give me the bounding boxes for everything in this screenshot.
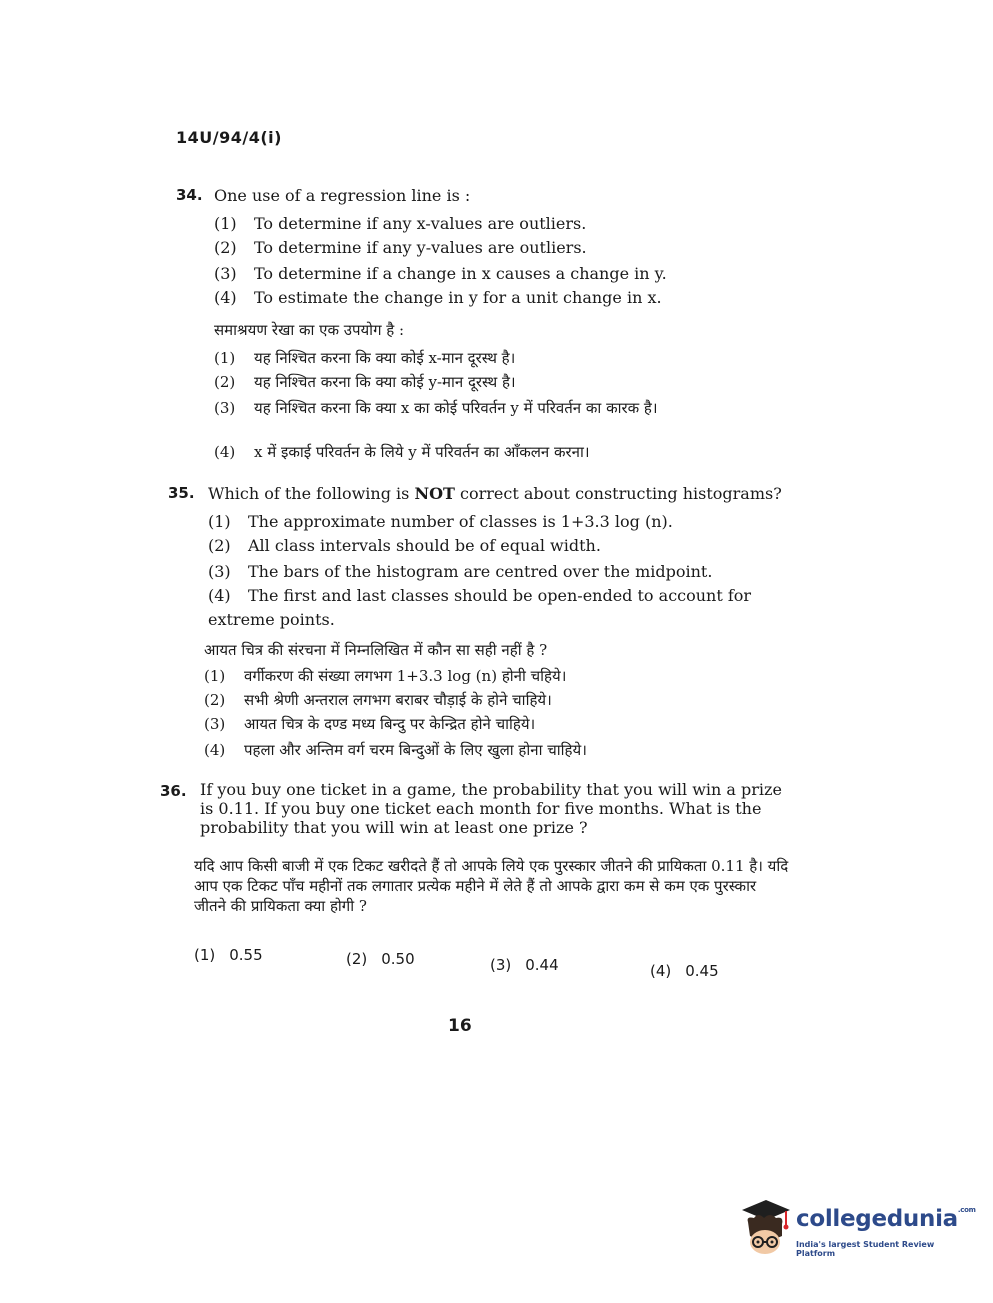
- option-text: To estimate the change in y for a unit change in x.: [254, 288, 662, 307]
- option-hi-4: [214, 440, 590, 464]
- question-stem-en: If you buy one ticket in a game, the probability that you will win a prize is 0.11. If you buy one ticket each month for five months. What is the probability that you will win at least one prize ?: [200, 780, 782, 837]
- option-hi-4: [204, 738, 587, 762]
- stem-emphasis: NOT: [414, 484, 455, 503]
- option-hi-1: [214, 346, 515, 370]
- option-hi-1: [204, 664, 566, 688]
- option-text: आयत चित्र के दण्ड मध्य बिन्दु पर केन्द्रित होने चाहिये।: [244, 715, 536, 733]
- question-stem-hi: समाश्रयण रेखा का एक उपयोग है :: [214, 321, 405, 339]
- choice-4: [650, 962, 719, 980]
- option-number: (4): [208, 586, 231, 605]
- choice-number: (2): [346, 950, 368, 968]
- option-hi-3: [204, 712, 535, 736]
- option-en-3: [208, 560, 712, 584]
- option-text: The approximate number of classes is 1+3.3 log (n).: [248, 512, 673, 531]
- option-number: (4): [214, 443, 236, 461]
- page-number: 16: [448, 1016, 472, 1036]
- choice-number: (1): [194, 946, 216, 964]
- choice-text: 0.44: [525, 956, 559, 974]
- option-text: To determine if a change in x causes a change in y.: [254, 264, 667, 283]
- option-text: The first and last classes should be open-ended to account for extreme points.: [208, 586, 752, 629]
- option-en-2: [214, 236, 587, 260]
- question-stem-hi: आयत चित्र की संरचना में निम्नलिखित में कौन सा सही नहीं है ?: [204, 641, 548, 659]
- option-number: (4): [214, 288, 237, 307]
- choice-text: 0.45: [685, 962, 719, 980]
- choice-number: (4): [650, 962, 672, 980]
- option-text: The bars of the histogram are centred over the midpoint.: [248, 562, 713, 581]
- option-hi-2: [204, 688, 552, 712]
- option-number: (3): [214, 264, 237, 283]
- question-stem-en: One use of a regression line is :: [214, 186, 471, 205]
- option-en-1: [208, 510, 673, 534]
- option-number: (2): [214, 373, 236, 391]
- option-en-3: [214, 262, 667, 286]
- option-en-4: [208, 584, 798, 632]
- option-text: यह निश्चित करना कि क्या कोई y-मान दूरस्थ है।: [254, 373, 516, 391]
- option-en-4: [214, 286, 662, 310]
- option-en-1: [214, 212, 586, 236]
- option-text: यह निश्चित करना कि क्या कोई x-मान दूरस्थ है।: [254, 349, 516, 367]
- choice-3: [490, 956, 559, 974]
- choice-text: 0.55: [229, 946, 263, 964]
- question-stem-hi: यदि आप किसी बाजी में एक टिकट खरीदते हैं तो आपके लिये एक पुरस्कार जीतने की प्रायिकता 0.11 है। यदि आप एक टिकट पाँच महीनों तक लगातार प्रत्येक महीने में लेते हैं तो आपके द्वारा कम से कम एक पुरस्कार जीतने की प्रायिकता क्या होगी ?: [194, 857, 789, 915]
- choice-number: (3): [490, 956, 512, 974]
- option-en-2: [208, 534, 601, 558]
- option-text: पहला और अन्तिम वर्ग चरम बिन्दुओं के लिए खुला होना चाहिये।: [244, 741, 587, 759]
- option-number: (2): [204, 691, 226, 709]
- option-number: (2): [208, 536, 231, 555]
- collegedunia-logo: [736, 1196, 976, 1266]
- choice-2: [346, 950, 415, 968]
- logo-suffix: .com: [957, 1206, 976, 1214]
- option-text: To determine if any y-values are outliers.: [254, 238, 587, 257]
- option-hi-3: [214, 396, 794, 420]
- option-number: (1): [214, 214, 237, 233]
- choice-1: [194, 946, 263, 964]
- stem-text: Which of the following is: [208, 484, 415, 503]
- option-number: (2): [214, 238, 237, 257]
- option-hi-2: [214, 370, 516, 394]
- option-text: सभी श्रेणी अन्तराल लगभग बराबर चौड़ाई के होने चाहिये।: [244, 691, 552, 709]
- option-text: यह निश्चित करना कि क्या x का कोई परिवर्तन y में परिवर्तन का कारक है।: [254, 399, 658, 417]
- option-number: (1): [214, 349, 236, 367]
- option-text: All class intervals should be of equal width.: [248, 536, 601, 555]
- question-number: 36.: [160, 782, 187, 800]
- option-number: (3): [204, 715, 226, 733]
- question-stem-en: [208, 482, 782, 506]
- option-number: (4): [204, 741, 226, 759]
- option-text: To determine if any x-values are outliers.: [254, 214, 587, 233]
- option-text: वर्गीकरण की संख्या लगभग 1+3.3 log (n) होनी चहिये।: [244, 667, 567, 685]
- stem-text: correct about constructing histograms?: [454, 484, 782, 503]
- option-number: (3): [214, 399, 236, 417]
- logo-tagline: India's largest Student Review Platform: [796, 1240, 935, 1258]
- paper-code: 14U/94/4(i): [176, 128, 282, 147]
- logo-name: collegedunia: [796, 1206, 958, 1232]
- mascot-icon: [736, 1196, 794, 1262]
- choice-text: 0.50: [381, 950, 415, 968]
- option-number: (3): [208, 562, 231, 581]
- option-number: (1): [208, 512, 231, 531]
- option-text: x में इकाई परिवर्तन के लिये y में परिवर्तन का आँकलन करना।: [254, 443, 590, 461]
- question-number: 34.: [176, 186, 203, 204]
- option-number: (1): [204, 667, 226, 685]
- logo-wordmark: [796, 1206, 976, 1232]
- question-number: 35.: [168, 484, 195, 502]
